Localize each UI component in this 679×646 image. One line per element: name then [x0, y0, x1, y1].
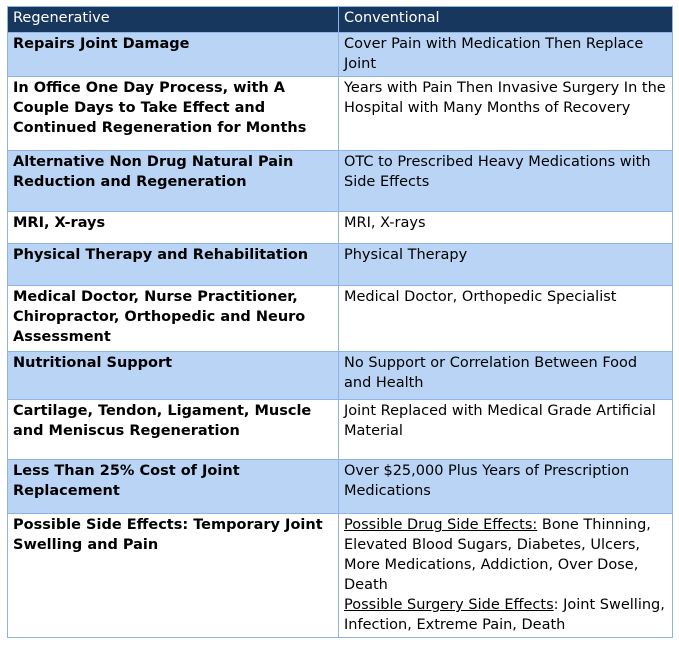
conventional-cell: Medical Doctor, Orthopedic Specialist: [339, 286, 673, 352]
table-row: [8, 400, 673, 460]
conventional-cell: No Support or Correlation Between Food and Health: [339, 352, 673, 400]
regenerative-cell: Cartilage, Tendon, Ligament, Muscle and Meniscus Regeneration: [8, 400, 339, 460]
conventional-cell: MRI, X-rays: [339, 212, 673, 244]
regenerative-cell: Repairs Joint Damage: [8, 33, 339, 77]
conventional-cell: Cover Pain with Medication Then Replace Joint: [339, 33, 673, 77]
table-row: [8, 151, 673, 212]
regenerative-cell: Possible Side Effects: Temporary Joint Swelling and Pain: [8, 514, 339, 638]
drug-side-effects-label: Possible Drug Side Effects:: [344, 517, 538, 533]
comparison-table: [7, 6, 673, 638]
drug-side-effects-text: Bone Thinning, Elevated Blood Sugars, Diabetes, Ulcers, More Medications, Addiction, Over Dose, Death: [344, 517, 651, 593]
table-row: [8, 77, 673, 151]
header-regenerative: Regenerative: [8, 7, 339, 33]
regenerative-cell: Medical Doctor, Nurse Practitioner, Chiropractor, Orthopedic and Neuro Assessment: [8, 286, 339, 352]
table-row: [8, 244, 673, 286]
conventional-cell: OTC to Prescribed Heavy Medications with Side Effects: [339, 151, 673, 212]
regenerative-cell: Physical Therapy and Rehabilitation: [8, 244, 339, 286]
regenerative-cell: Less Than 25% Cost of Joint Replacement: [8, 460, 339, 514]
table-row: [8, 286, 673, 352]
regenerative-cell: Alternative Non Drug Natural Pain Reduction and Regeneration: [8, 151, 339, 212]
conventional-cell: Years with Pain Then Invasive Surgery In the Hospital with Many Months of Recovery: [339, 77, 673, 151]
conventional-cell: Over $25,000 Plus Years of Prescription Medications: [339, 460, 673, 514]
conventional-cell: Joint Replaced with Medical Grade Artificial Material: [339, 400, 673, 460]
header-row: [8, 7, 673, 33]
table-row: [8, 352, 673, 400]
surgery-side-effects-label: Possible Surgery Side Effects: [344, 597, 554, 613]
regenerative-cell: MRI, X-rays: [8, 212, 339, 244]
regenerative-cell: In Office One Day Process, with A Couple Days to Take Effect and Continued Regeneration for Months: [8, 77, 339, 151]
surgery-side-effects-text: : Joint Swelling, Infection, Extreme Pain, Death: [344, 597, 665, 633]
table-row: [8, 212, 673, 244]
table-row: [8, 33, 673, 77]
regenerative-cell: Nutritional Support: [8, 352, 339, 400]
table-row: [8, 514, 673, 638]
conventional-cell: Physical Therapy: [339, 244, 673, 286]
conventional-cell: [339, 514, 673, 638]
header-conventional: Conventional: [339, 7, 673, 33]
table-row: [8, 460, 673, 514]
